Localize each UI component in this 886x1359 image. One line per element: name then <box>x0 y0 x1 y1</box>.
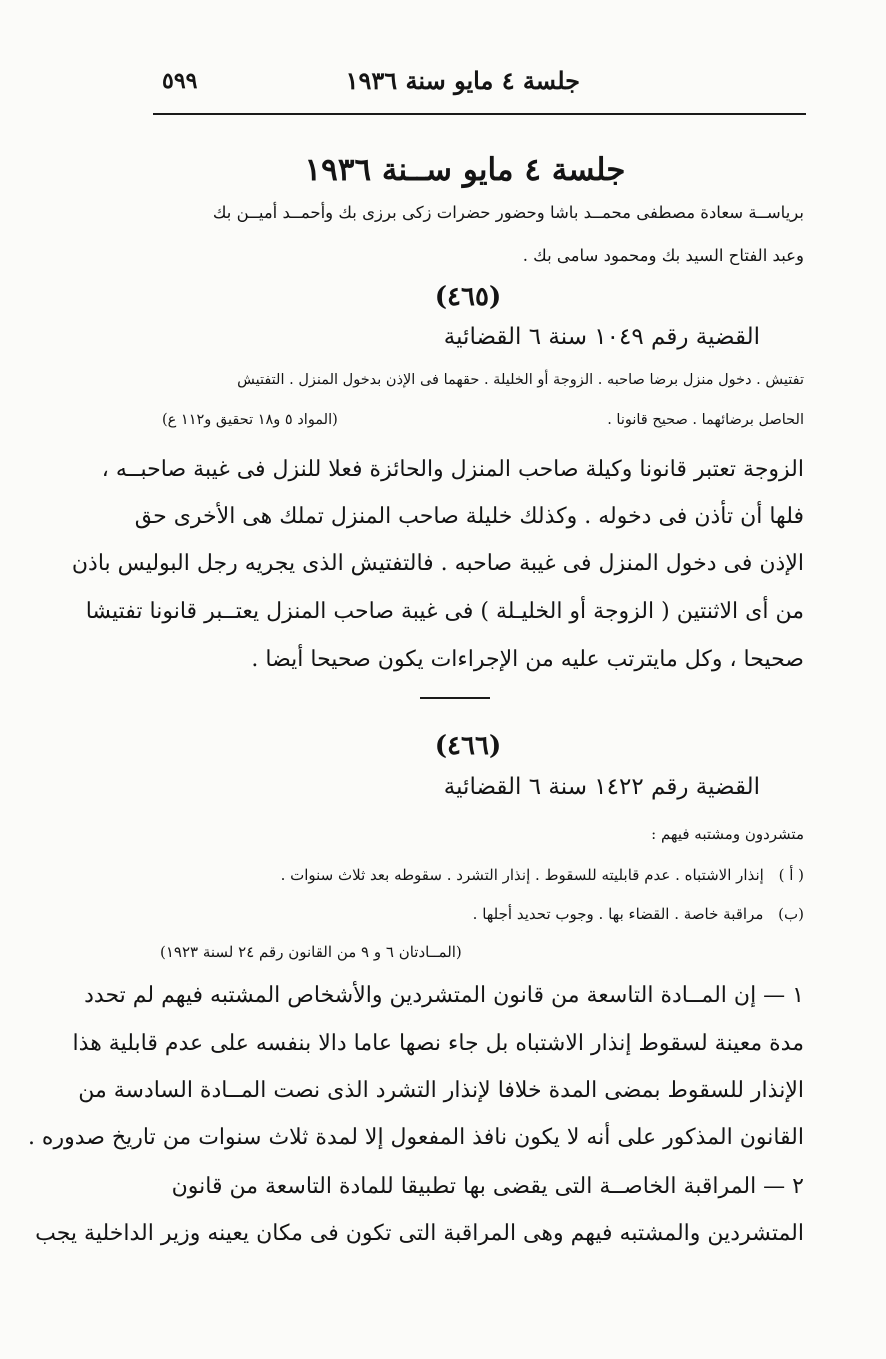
summary-item <box>104 866 804 884</box>
presidency-line-2: وعبد الفتاح السيد بك ومحمود سامى بك . <box>522 246 804 265</box>
summary-item-label: (ب) <box>778 905 804 923</box>
page-number: ٥٩٩ <box>162 68 198 94</box>
body-line: الإذن فى دخول المنزل فى غيبة صاحبه . فالتفتيش الذى يجريه رجل البوليس باذن <box>71 551 804 576</box>
summary-item-text: مراقبة خاصة . القضاء بها . وجوب تحديد أجلها . <box>472 905 764 923</box>
body-line: ٢ — المراقبة الخاصــة التى يقضى بها تطبيقا للمادة التاسعة من قانون <box>171 1174 804 1199</box>
body-line: مدة معينة لسقوط إنذار الاشتباه بل جاء نصها عاما دالا بنفسه على عدم قابلية هذا <box>72 1031 804 1056</box>
running-title: جلسة ٤ مايو سنة ١٩٣٦ <box>345 66 580 95</box>
body-line: صحيحا ، وكل مايترتب عليه من الإجراءات يكون صحيحا أيضا . <box>251 647 804 672</box>
presidency-line-1: برياســة سعادة مصطفى محمــد باشا وحضور حضرات زكى برزى بك وأحمــد أميــن بك <box>212 203 804 222</box>
case-summary-intro: متشردون ومشتبه فيهم : <box>651 825 804 843</box>
section-divider <box>420 697 490 699</box>
summary-item <box>104 905 804 923</box>
case-number: (٤٦٦) <box>434 731 502 761</box>
summary-item-text: إنذار الاشتباه . عدم قابليته للسقوط . إنذار التشرد . سقوطه بعد ثلاث سنوات . <box>280 866 764 884</box>
case-summary-line: الحاصل برضائهما . صحيح قانونا . <box>607 412 804 428</box>
body-line: ١ — إن المــادة التاسعة من قانون المتشردين والأشخاص المشتبه فيهم لم تحدد <box>84 983 804 1008</box>
body-line: فلها أن تأذن فى دخوله . وكذلك خليلة صاحب المنزل تملك هى الأخرى حق <box>134 504 804 529</box>
case-summary-line: تفتيش . دخول منزل برضا صاحبه . الزوجة أو الخليلة . حقهما فى الإذن بدخول المنزل . التفتيش <box>237 372 804 388</box>
session-title: جلسة ٤ مايو ســنة ١٩٣٦ <box>304 152 626 188</box>
case-summary-reference: (المواد ٥ و١٨ تحقيق و١١٢ ع) <box>162 412 338 428</box>
case-title: القضية رقم ١٤٢٢ سنة ٦ القضائية <box>443 774 760 800</box>
header-rule <box>153 113 806 115</box>
case-number: (٤٦٥) <box>434 282 502 312</box>
body-line: القانون المذكور على أنه لا يكون نافذ المفعول إلا لمدة ثلاث سنوات من تاريخ صدوره . <box>27 1125 804 1150</box>
case-summary-reference: (المــادتان ٦ و ٩ من القانون رقم ٢٤ لسنة ١٩٢٣) <box>160 943 462 961</box>
summary-item-label: ( أ ) <box>778 866 804 884</box>
body-line: الزوجة تعتبر قانونا وكيلة صاحب المنزل والحائزة فعلا للنزل فى غيبة صاحبــه ، <box>101 457 804 482</box>
body-line: من أى الاثنتين ( الزوجة أو الخليـلة ) فى غيبة صاحب المنزل يعتــبر قانونا تفتيشا <box>85 599 804 624</box>
body-line: المتشردين والمشتبه فيهم وهى المراقبة التى تكون فى مكان يعينه وزير الداخلية يجب <box>35 1221 804 1246</box>
body-line: الإنذار للسقوط بمضى المدة خلافا لإنذار التشرد الذى نصت المــادة السادسة من <box>78 1078 804 1103</box>
case-title: القضية رقم ١٠٤٩ سنة ٦ القضائية <box>443 324 760 350</box>
